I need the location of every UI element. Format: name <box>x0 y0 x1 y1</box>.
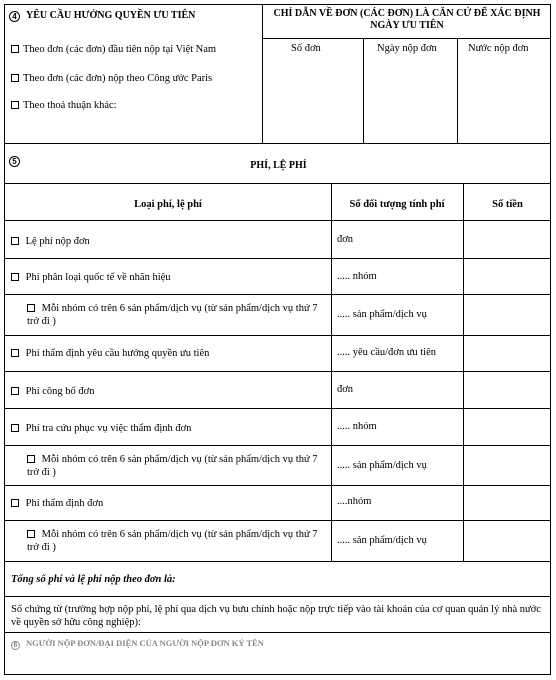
fee-count: ..... yêu cầu/đơn ưu tiên <box>337 347 437 358</box>
checkbox[interactable] <box>11 101 19 109</box>
fee-count: ..... sản phẩm/dịch vụ <box>337 309 427 320</box>
option-label: Theo thoả thuận khác: <box>23 100 117 111</box>
total-fee-label: Tổng số phí và lệ phí nộp theo đơn là: <box>11 574 176 585</box>
fee-label: Phí công bố đơn <box>25 386 95 397</box>
section4-bottom-line <box>5 143 550 144</box>
fee-label: Phí thẩm định đơn <box>25 498 104 509</box>
section4-number: 4 <box>9 11 20 22</box>
checkbox[interactable] <box>27 530 35 538</box>
fee-row-classification[interactable] <box>11 271 171 284</box>
receipt-number-text: Số chứng từ (trường hợp nộp phí, lệ phí qua dịch vụ bưu chính hoặc nộp trực tiếp vào tài khoản của cơ quan quản lý nhà nước về quyền sở hữu công nghiệp): <box>11 604 541 628</box>
option-label: Theo đơn (các đơn) đầu tiên nộp tại Việt Nam <box>23 44 217 55</box>
row-line <box>5 520 550 521</box>
section6-title: NGƯỜI NỘP ĐƠN/ĐẠI DIỆN CỦA NGƯỜI NỘP ĐƠN KÝ TÊN <box>26 638 264 648</box>
row-line <box>5 485 550 486</box>
option-label: Theo đơn (các đơn) nộp theo Công ước Paris <box>23 73 213 84</box>
fee-count: đơn <box>337 234 354 245</box>
header-bottom-line <box>5 220 550 221</box>
fee-label: Phí thẩm định yêu cầu hưởng quyền ưu tiên <box>25 348 210 359</box>
fee-row-filing[interactable] <box>11 235 90 248</box>
application-form <box>4 4 551 675</box>
row-line <box>5 408 550 409</box>
header-fee-type: Loại phí, lệ phí <box>134 199 202 210</box>
section4-heading <box>9 9 259 22</box>
row-line <box>5 561 550 562</box>
table-col-divider-1 <box>331 183 332 561</box>
section4-col-divider-1 <box>363 38 364 143</box>
fee-label: Lệ phí nộp đơn <box>25 236 90 247</box>
table-col-divider-2 <box>463 183 464 561</box>
fee-count: đơn <box>337 384 354 395</box>
fee-count: ....nhóm <box>337 496 372 507</box>
section6-heading <box>11 637 264 650</box>
fee-row-classification-extra[interactable] <box>27 302 327 328</box>
col-filing-date: Ngày nộp đơn <box>377 43 437 54</box>
fee-row-examination-extra[interactable] <box>27 528 327 554</box>
fee-label: Phí phân loại quốc tế về nhãn hiệu <box>25 272 171 283</box>
section5-bottom-line <box>5 632 550 633</box>
section4-title: YÊU CẦU HƯỞNG QUYỀN ƯU TIÊN <box>26 10 196 21</box>
fee-count: ..... nhóm <box>337 271 377 282</box>
fee-row-search[interactable] <box>11 422 191 435</box>
checkbox[interactable] <box>11 499 19 507</box>
row-line <box>5 371 550 372</box>
section5-number: 5 <box>9 156 20 167</box>
fee-label: Mỗi nhóm có trên 6 sản phẩm/dịch vụ (từ sản phẩm/dịch vụ thứ 7 trở đi ) <box>27 529 318 553</box>
checkbox[interactable] <box>27 455 35 463</box>
checkbox[interactable] <box>11 45 19 53</box>
fee-label: Phí tra cứu phục vụ việc thẩm định đơn <box>25 423 192 434</box>
fee-label: Mỗi nhóm có trên 6 sản phẩm/dịch vụ (từ sản phẩm/dịch vụ thứ 7 trở đi ) <box>27 303 318 327</box>
checkbox[interactable] <box>27 304 35 312</box>
checkbox[interactable] <box>11 237 19 245</box>
fee-count: ..... sản phẩm/dịch vụ <box>337 535 427 546</box>
fee-row-search-extra[interactable] <box>27 453 327 479</box>
priority-option-other[interactable] <box>11 99 117 112</box>
section6-number: 6 <box>11 641 20 650</box>
col-application-number: Số đơn <box>291 43 321 54</box>
total-bottom-line <box>5 596 550 597</box>
row-line <box>5 258 550 259</box>
col-filing-country: Nước nộp đơn <box>468 43 529 54</box>
checkbox[interactable] <box>11 424 19 432</box>
row-line <box>5 445 550 446</box>
header-fee-count: Số đối tượng tính phí <box>349 199 445 210</box>
section5-title: PHÍ, LỆ PHÍ <box>250 160 307 171</box>
fee-row-publication[interactable] <box>11 385 94 398</box>
checkbox[interactable] <box>11 273 19 281</box>
row-line <box>5 294 550 295</box>
checkbox[interactable] <box>11 387 19 395</box>
header-amount: Số tiền <box>492 199 523 210</box>
table-top-line <box>5 183 550 184</box>
section4-right-title: CHỈ DẪN VỀ ĐƠN (CÁC ĐƠN) LÀ CĂN CỨ ĐỂ XÁC ĐỊNH NGÀY ƯU TIÊN <box>273 8 541 31</box>
checkbox[interactable] <box>11 349 19 357</box>
checkbox[interactable] <box>11 74 19 82</box>
fee-row-examination[interactable] <box>11 497 103 510</box>
priority-option-paris[interactable] <box>11 72 212 85</box>
fee-row-priority[interactable] <box>11 347 209 360</box>
section4-col-divider-2 <box>457 38 458 143</box>
section4-subheader-line <box>262 38 550 39</box>
fee-label: Mỗi nhóm có trên 6 sản phẩm/dịch vụ (từ sản phẩm/dịch vụ thứ 7 trở đi ) <box>27 454 318 478</box>
row-line <box>5 335 550 336</box>
fee-count: ..... sản phẩm/dịch vụ <box>337 460 427 471</box>
fee-count: ..... nhóm <box>337 421 377 432</box>
section4-divider <box>262 5 263 143</box>
priority-option-vietnam[interactable] <box>11 43 216 56</box>
